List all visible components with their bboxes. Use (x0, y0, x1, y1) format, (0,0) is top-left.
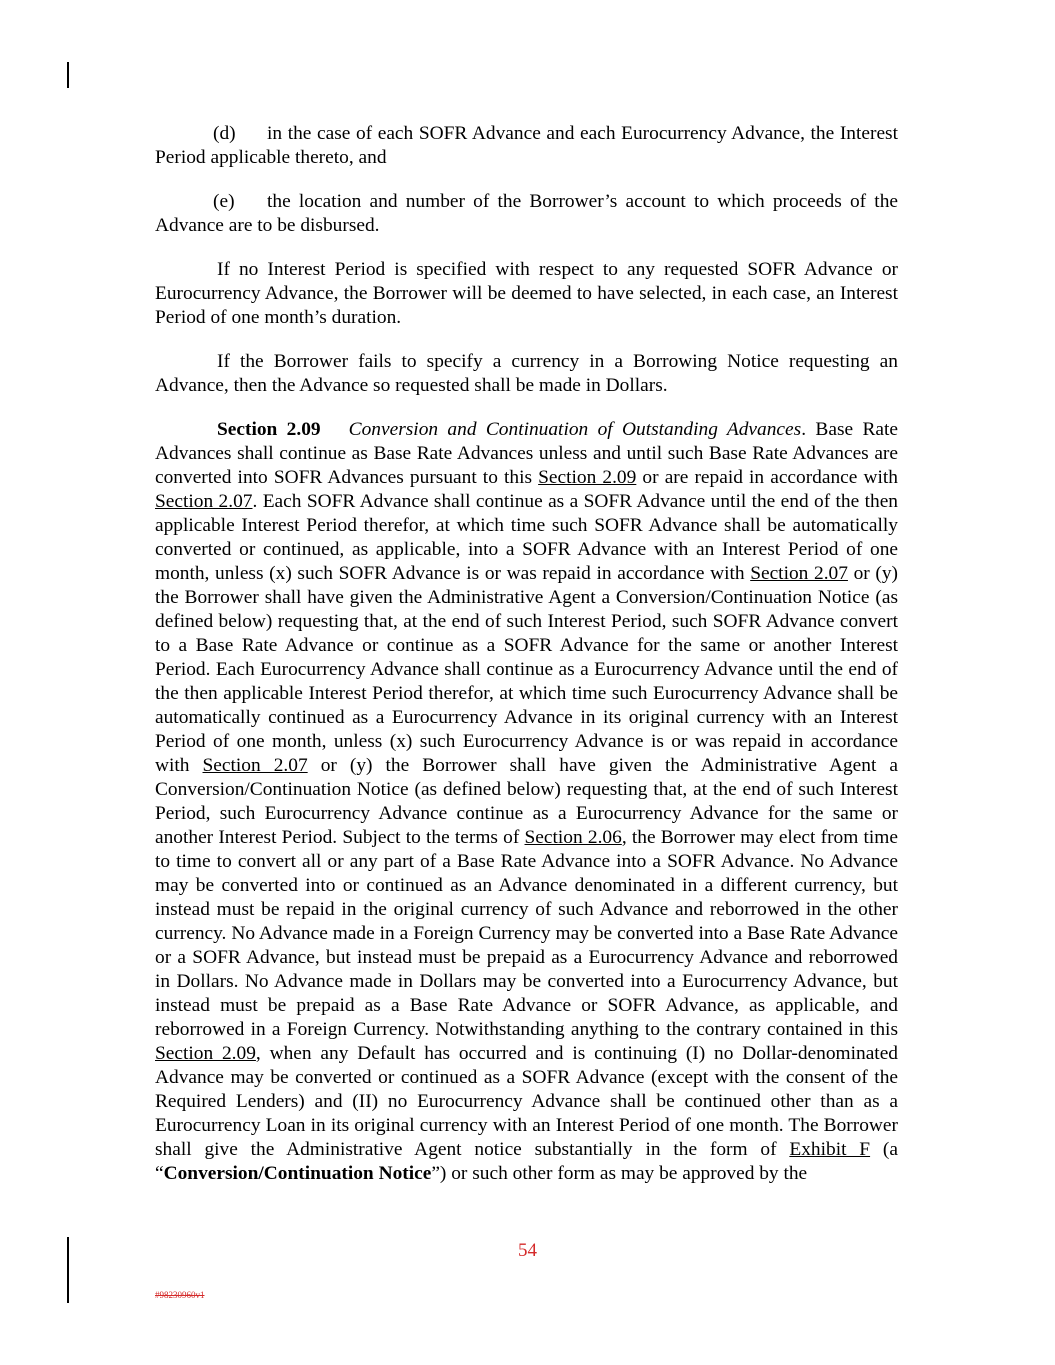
page-number: 54 (518, 1240, 537, 1261)
section-text: ”) or such other form as may be approved by the (431, 1163, 808, 1184)
list-item-e (155, 190, 898, 238)
paragraph-currency: If the Borrower fails to specify a currency in a Borrowing Notice requesting an Advance, then the Advance so requested shall be made in Dollars. (155, 351, 898, 396)
section-text: or (y) the Borrower shall have given the Administrative Agent a Conversion/Continuation Notice (as defined below) requesting that, at the end of such Interest Period, such SOFR Advance convert to a Base Rate Advance or continue as a SOFR Advance for the same or another Interest Period. Each Eurocurrency Advance shall continue as a Eurocurrency Advance until the end of the then applicable Interest Period therefor, at which time such Eurocurrency Advance shall be automatically continued as a Eurocurrency Advance in its original currency with an Interest Period of one month, unless (x) such Eurocurrency Advance is or was repaid in accordance with (155, 563, 898, 776)
cross-reference[interactable]: Section 2.07 (750, 563, 848, 584)
item-label: (d) (213, 123, 236, 144)
cross-reference[interactable]: Section 2.09 (538, 467, 637, 488)
change-bar-top (67, 62, 69, 88)
section-text: or are repaid in accordance with (636, 467, 898, 488)
cross-reference[interactable]: Exhibit F (789, 1139, 871, 1160)
document-body (155, 122, 898, 1206)
document-id: #98230960v1 (155, 1290, 205, 1300)
section-number: Section 2.09 (217, 419, 321, 440)
section-title: Conversion and Continuation of Outstanding Advances (348, 419, 802, 440)
section-text: , when any Default has occurred and is continuing (I) no Dollar-denominated Advance may be converted or continued as a SOFR Advance (except with the consent of the Required Lenders) and (II) no Eurocurrency Advance shall be continued other than as a Eurocurrency Loan in its original currency with an Interest Period of one month. The Borrower shall give the Administrative Agent notice substantially in the form of (155, 1043, 898, 1160)
section-text: , the Borrower may elect from time to time to convert all or any part of a Base Rate Advance into a SOFR Advance. No Advance may be converted into or continued as an Advance denominated in a different currency, but instead must be repaid in the original currency of such Advance and reborrowed in the other currency. No Advance made in a Foreign Currency may be converted into a Base Rate Advance or a SOFR Advance, but instead must be prepaid as a Eurocurrency Advance and reborrowed in Dollars. No Advance made in Dollars may be converted into a Eurocurrency Advance, but instead must be prepaid as a Base Rate Advance or SOFR Advance, as applicable, and reborrowed in a Foreign Currency. Notwithstanding anything to the contrary contained in this (155, 827, 898, 1040)
item-text: in the case of each SOFR Advance and each Eurocurrency Advance, the Interest Period applicable thereto, and (155, 123, 898, 168)
defined-term: Conversion/Continuation Notice (163, 1163, 432, 1184)
paragraph-interest-period: If no Interest Period is specified with respect to any requested SOFR Advance or Eurocurrency Advance, the Borrower will be deemed to have selected, in each case, an Interest Period of one month’s duration. (155, 259, 898, 328)
list-item-d (155, 122, 898, 170)
section-text: or (y) the Borrower shall have given the Administrative Agent a Conversion/Continuation Notice (as defined below) requesting that, at the end of such Interest Period, such Eurocurrency Advance continue as a Eurocurrency Advance for the same or another Interest Period. Subject to the terms of (155, 755, 898, 848)
cross-reference[interactable]: Section 2.07 (202, 755, 308, 776)
section-2-09 (155, 418, 898, 1186)
section-text: (a “ (155, 1139, 898, 1184)
section-text: . Base Rate Advances shall continue as Base Rate Advances unless and until such Base Rate Advances are converted into SOFR Advances pursuant to this (155, 419, 898, 488)
section-text: . Each SOFR Advance shall continue as a SOFR Advance until the end of the then applicable Interest Period therefor, at which time such SOFR Advance shall be automatically converted or continued, as applicable, into a SOFR Advance with an Interest Period of one month, unless (x) such SOFR Advance is or was repaid in accordance with (155, 491, 898, 584)
cross-reference[interactable]: Section 2.09 (155, 1043, 256, 1064)
cross-reference[interactable]: Section 2.06 (524, 827, 622, 848)
cross-reference[interactable]: Section 2.07 (155, 491, 253, 512)
item-label: (e) (213, 191, 235, 212)
item-text: the location and number of the Borrower’s account to which proceeds of the Advance are to be disbursed. (155, 191, 898, 236)
